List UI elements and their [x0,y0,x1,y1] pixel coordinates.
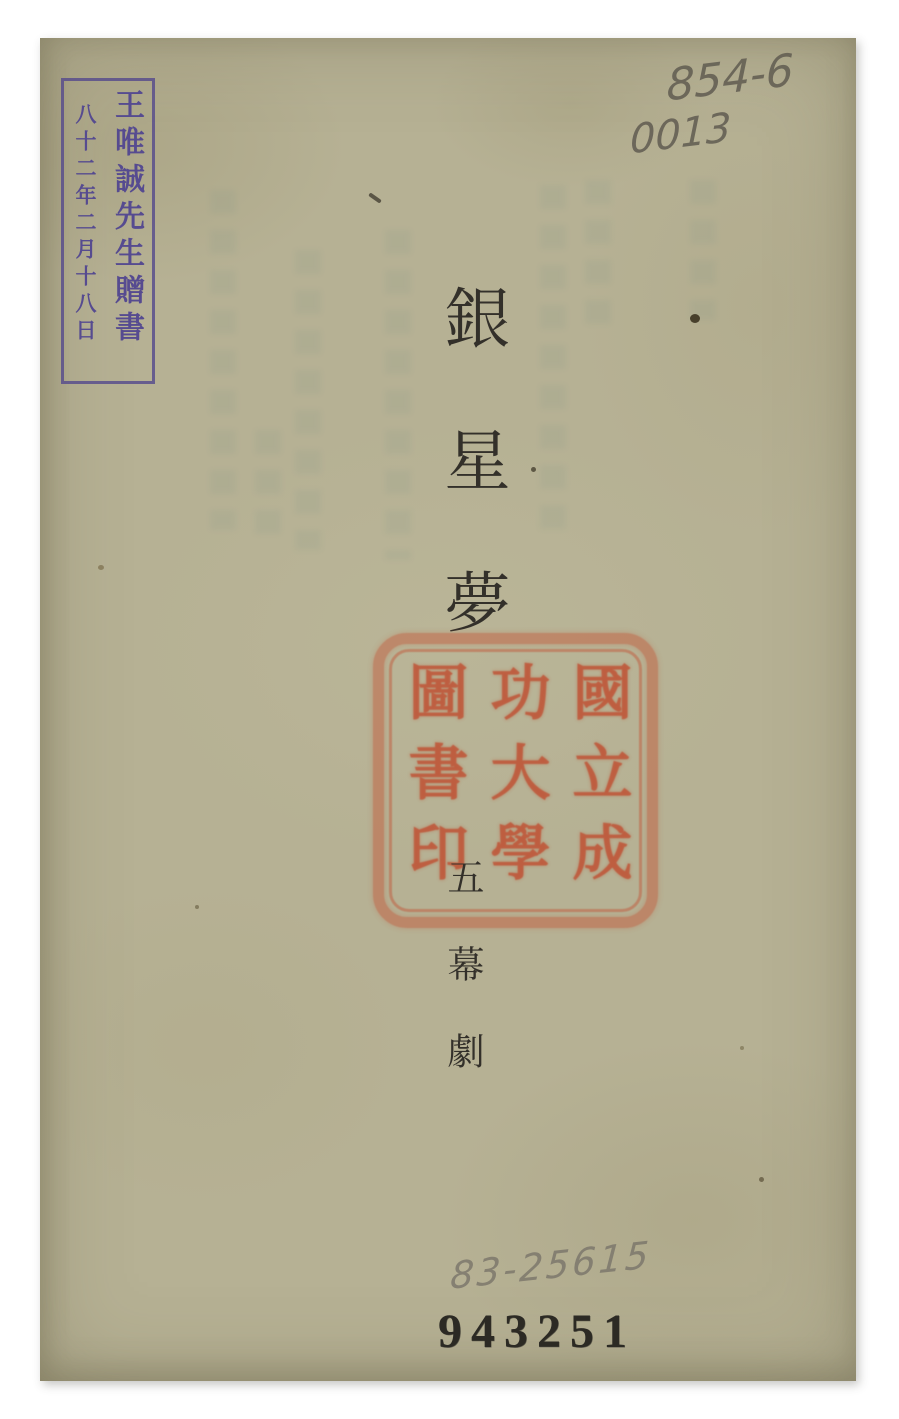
book-subtitle: 五幕劇 [441,858,482,1119]
foxing-spot [98,565,104,570]
book-title: 銀星夢 [434,284,507,710]
call-number-note [630,46,794,163]
donation-stamp [61,78,155,384]
donation-stamp-names: 王唯誠先生贈書 [110,89,143,348]
stamped-accession-number: 943251 [438,1305,636,1358]
library-seal-inner-border [389,649,642,912]
bleedthrough-column [295,250,321,550]
foxing-spot [195,905,199,909]
ink-stroke-mark [368,192,382,203]
library-seal [373,633,658,928]
ink-speck [759,1177,764,1182]
scanned-book-cover [40,38,856,1381]
ink-speck [690,314,700,323]
bleedthrough-column [690,180,716,320]
bleedthrough-column [210,190,236,530]
donation-stamp-date: 八十二年二月十八日 [73,103,97,346]
seal-column-1: 國立成 [564,660,631,901]
foxing-spot [740,1046,744,1050]
seal-column-2: 功大學 [482,660,549,901]
bleedthrough-column [385,230,411,560]
call-number-line2: 0013 [629,104,732,164]
bleedthrough-column [255,430,281,550]
call-number-line1: 854-6 [666,44,795,112]
ink-speck [531,467,536,472]
seal-column-3: 圖書印 [400,660,467,901]
bleedthrough-column [585,180,611,330]
library-seal-text [393,661,639,901]
pencil-accession-number: 83-25615 [449,1233,654,1298]
bleedthrough-column [540,185,566,535]
